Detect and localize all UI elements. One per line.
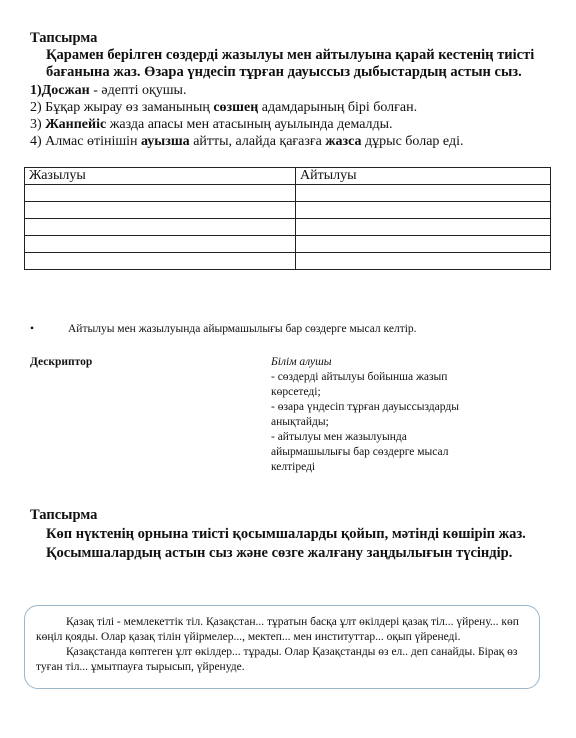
task2-heading: Тапсырма [30,507,98,523]
sentence-2-rest: адамдарының бірі болған. [258,100,418,115]
table-cell[interactable] [296,219,551,236]
text-box-content [36,615,536,675]
sentence-4-mid: айтты, алайда қағазға [189,134,326,149]
table-row [25,236,551,253]
sentence-4-bold2: жазса [325,134,362,149]
table-header-written: Жазылуы [25,168,296,185]
text-paragraph-1: Қазақ тілі - мемлекеттік тіл. Қазақстан... тұратын басқа ұлт өкілдері қазақ тіл... үйрену... көп көңіл қояды. Олар қазақ тілін үйірмелер..., мектеп... мен институттар... оқып үйренеді. [36,616,519,643]
table-cell[interactable] [25,219,296,236]
task2-block [30,506,550,563]
descriptor-line: айырмашылығы бар сөздерге мысал [271,446,449,458]
bullet-item [30,323,417,335]
bullet-dot-icon: • [30,323,35,335]
sentence-3 [30,116,560,133]
bullet-text: Айтылуы мен жазылуында айырмашылығы бар сөздерге мысал келтір. [68,323,417,335]
sentence-1-num: 1) [30,83,42,98]
sentence-2 [30,99,560,116]
table-cell[interactable] [25,185,296,202]
sentence-3-bold: Жанпейіс [45,117,107,132]
table-row [25,185,551,202]
task1-heading: Тапсырма [30,30,98,46]
sentence-4 [30,133,560,150]
table-cell[interactable] [25,253,296,270]
descriptor-head: Білім алушы [271,356,332,368]
sentence-4-rest: дұрыс болар еді. [361,134,464,149]
task1-instruction: Қарамен берілген сөздерді жазылуы мен айтылуына қарай кестенің тиісті бағанына жаз. Өзара үндесіп тұрған дауыссыз дыбыстардың астын сыз. [46,47,535,80]
descriptor-line: - сөздерді айтылуы бойынша жазып [271,371,448,383]
sentence-3-rest: жазда апасы мен атасының ауылында демалды. [106,117,393,132]
table-cell[interactable] [296,185,551,202]
table-row [25,202,551,219]
descriptor-line: анықтайды; [271,416,329,428]
descriptor-line: келтіреді [271,461,316,473]
text-paragraph-2: Қазақстанда көптеген ұлт өкілдер... тұрады. Олар Қазақстанды өз ел.. деп санайды. Бірақ өз туған тіл... ұмытпауға тырысып, үйренуде. [36,646,518,673]
sentence-4-pre: 4) Алмас өтінішін [30,134,142,149]
descriptor-line: көрсетеді; [271,386,321,398]
sentence-2-pre: 2) Бұқар жырау өз заманының [30,100,214,115]
descriptor-list [271,355,501,475]
descriptor-label: Дескриптор [30,356,93,368]
sentence-1 [30,82,560,99]
sentence-4-bold: ауызша [141,134,190,149]
task2-instruction: Көп нүктенің орнына тиісті қосымшаларды қойып, мәтінді көшіріп жаз. Қосымшалардың астын сыз және сөзге жалғану заңдылығын түсіндір. [46,526,526,561]
table-row [25,253,551,270]
table-cell[interactable] [25,236,296,253]
sentence-3-num: 3) [30,117,46,132]
task1-block [30,30,550,81]
sentence-1-rest: - әдепті оқушы. [89,83,187,98]
table-header-row [25,168,551,185]
table-cell[interactable] [296,253,551,270]
table-cell[interactable] [25,202,296,219]
table-header-spoken: Айтылуы [296,168,551,185]
answer-table [24,167,551,270]
table-cell[interactable] [296,236,551,253]
table-cell[interactable] [296,202,551,219]
descriptor-line: - айтылуы мен жазылуында [271,431,407,443]
sentence-2-bold: сөзшең [213,100,259,115]
table-row [25,219,551,236]
descriptor-line: - өзара үндесіп тұрған дауыссыздарды [271,401,459,413]
sentence-1-bold: Досжан [41,83,90,98]
